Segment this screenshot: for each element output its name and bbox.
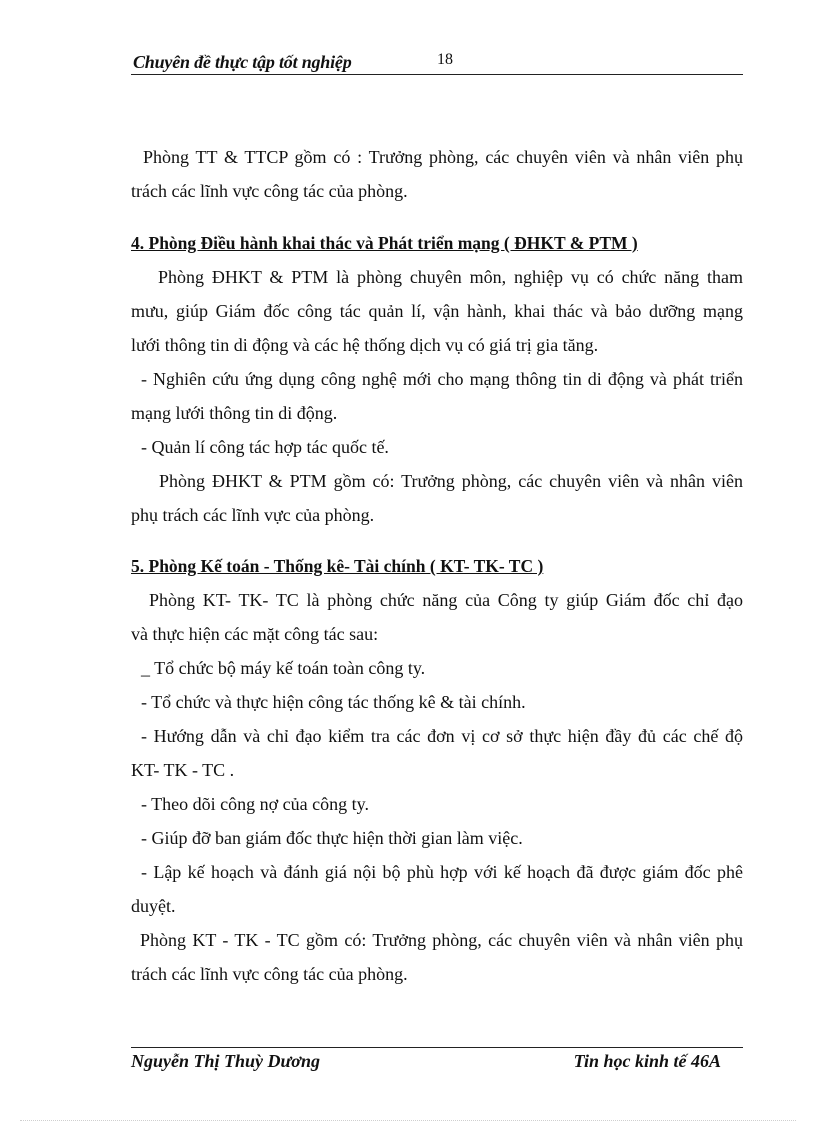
page-number: 18 — [437, 51, 453, 68]
paragraph-line: Phòng ĐHKT & PTM là phòng chuyên môn, nghiệp vụ có chức năng tham — [158, 267, 743, 287]
list-item: - Theo dõi công nợ của công ty. — [141, 794, 369, 814]
paragraph-line: Phòng KT- TK- TC là phòng chức năng của Công ty giúp Giám đốc chỉ đạo — [149, 590, 743, 610]
paragraph-line: lưới thông tin di động và các hệ thống dịch vụ có giá trị gia tăng. — [131, 335, 599, 355]
header-title: Chuyên đề thực tập tốt nghiệp — [133, 52, 352, 72]
paragraph-line: mạng lưới thông tin di động. — [131, 403, 338, 423]
list-item: - Giúp đỡ ban giám đốc thực hiện thời gian làm việc. — [141, 828, 523, 848]
list-item: - Nghiên cứu ứng dụng công nghệ mới cho mạng thông tin di động và phát triển — [141, 369, 743, 389]
list-item: _ Tổ chức bộ máy kế toán toàn công ty. — [141, 658, 426, 678]
paragraph-line: trách các lĩnh vực công tác của phòng. — [131, 964, 408, 984]
footer-class: Tin học kinh tế 46A — [573, 1051, 721, 1071]
section-heading-4: 4. Phòng Điều hành khai thác và Phát triển mạng ( ĐHKT & PTM ) — [131, 233, 638, 253]
paragraph-line: phụ trách các lĩnh vực của phòng. — [131, 505, 375, 525]
paragraph-line: KT- TK - TC . — [131, 760, 235, 780]
paragraph-line: và thực hiện các mặt công tác sau: — [131, 624, 379, 644]
list-item: - Quản lí công tác hợp tác quốc tế. — [141, 437, 389, 457]
paragraph-line: Phòng TT & TTCP gồm có : Trưởng phòng, các chuyên viên và nhân viên phụ — [143, 147, 743, 167]
list-item: - Tổ chức và thực hiện công tác thống kê & tài chính. — [141, 692, 526, 712]
page-footer — [131, 1047, 743, 1078]
paragraph-line: Phòng KT - TK - TC gồm có: Trưởng phòng, các chuyên viên và nhân viên phụ — [140, 930, 743, 950]
document-body — [131, 140, 743, 991]
paragraph-line: Phòng ĐHKT & PTM gồm có: Trưởng phòng, các chuyên viên và nhân viên — [159, 471, 743, 491]
paragraph-line: duyệt. — [131, 896, 176, 916]
paragraph-line: mưu, giúp Giám đốc công tác quản lí, vận hành, khai thác và bảo dưỡng mạng — [131, 301, 743, 321]
section-heading-5: 5. Phòng Kế toán - Thống kê- Tài chính ( KT- TK- TC ) — [131, 556, 544, 576]
list-item: - Hướng dẫn và chỉ đạo kiểm tra các đơn vị cơ sở thực hiện đầy đủ các chế độ — [141, 726, 743, 746]
list-item: - Lập kế hoạch và đánh giá nội bộ phù hợp với kế hoạch đã được giám đốc phê — [141, 862, 743, 882]
paragraph-line: trách các lĩnh vực công tác của phòng. — [131, 181, 408, 201]
page-header — [131, 48, 743, 75]
page-edge-divider — [20, 1120, 796, 1121]
footer-author: Nguyễn Thị Thuỳ Dương — [131, 1051, 320, 1071]
